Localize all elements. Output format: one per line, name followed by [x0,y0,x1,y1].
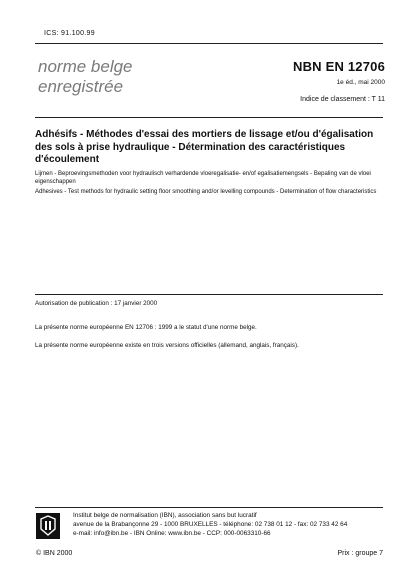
official-versions: La présente norme européenne existe en trois versions officielles (allemand, anglais, français). [35,342,299,349]
top-divider [35,43,383,44]
bottom-divider [35,507,383,508]
classification-index: Indice de classement : T 11 [300,96,385,103]
belgian-status: La présente norme européenne EN 12706 : 1999 a le statut d'une norme belge. [35,324,257,331]
mid-divider [35,294,383,295]
institute-contact: e-mail: info@ibn.be - IBN Online: www.ibn.be - CCP: 000-0063310-66 [73,530,271,537]
brand-line-1: norme belge [38,57,133,76]
title-french: Adhésifs - Méthodes d'essai des mortiers de lissage et/ou d'égalisation des sols à prise hydraulique - Détermination des caractéristiques d'écoulement [35,129,374,165]
brand-line-2: enregistrée [38,77,124,96]
title-english: Adhesives - Test methods for hydraulic setting floor smoothing and/or levelling compounds - Determination of flow characteristics [35,189,377,195]
institute-name: Institut belge de normalisation (IBN), association sans but lucratif [73,512,257,519]
standard-id: NBN EN 12706 [293,59,385,74]
ibn-seal-icon [36,513,60,539]
copyright: © IBN 2000 [36,550,73,557]
edition-date: 1e éd., mai 2000 [336,79,385,86]
price-group: Prix : groupe 7 [337,550,383,557]
ics-code: ICS: 91.100.99 [44,30,95,37]
publication-authorization: Autorisation de publication : 17 janvier 2000 [35,300,158,307]
header-divider [35,117,383,118]
title-dutch: Lijmen - Beproevingsmethoden voor hydraulisch verhardende vloeregalisatie- en/of egalisatiemengsels - Bepaling van de vloei eigenschappen [35,171,371,185]
institute-address: avenue de la Brabançonne 29 - 1000 BRUXELLES - téléphone: 02 738 01 12 - fax: 02 733 42 64 [73,521,348,528]
